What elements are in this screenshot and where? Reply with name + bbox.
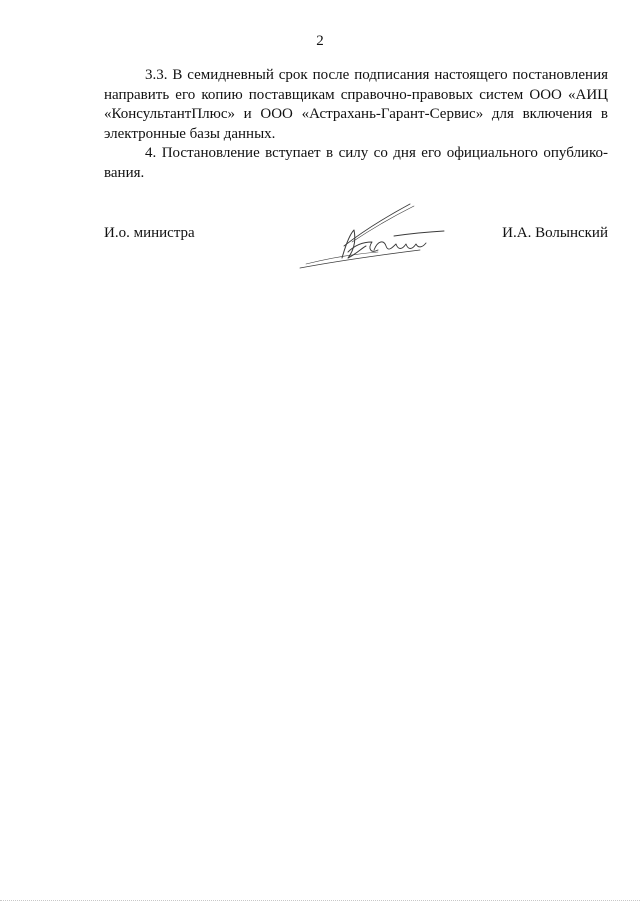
document-body	[104, 66, 608, 183]
page-bottom-rule	[0, 900, 640, 901]
signer-title: И.о. министра	[104, 225, 195, 241]
handwritten-signature-icon	[292, 196, 452, 274]
paragraph-3-3: 3.3. В семидневный срок после подписания настоящего постановления направить его копию поставщикам справочно-правовых систем ООО «АИЦ «КонсультантПлюс» и ООО «Астрахань-Гарант-Сервис» для включения в электронные базы данных.	[104, 67, 608, 142]
paragraph-4: 4. Постановление вступает в силу со дня его официального опубликования.	[104, 145, 608, 181]
page-number: 2	[316, 33, 324, 49]
signer-name: И.А. Волынский	[502, 225, 608, 241]
